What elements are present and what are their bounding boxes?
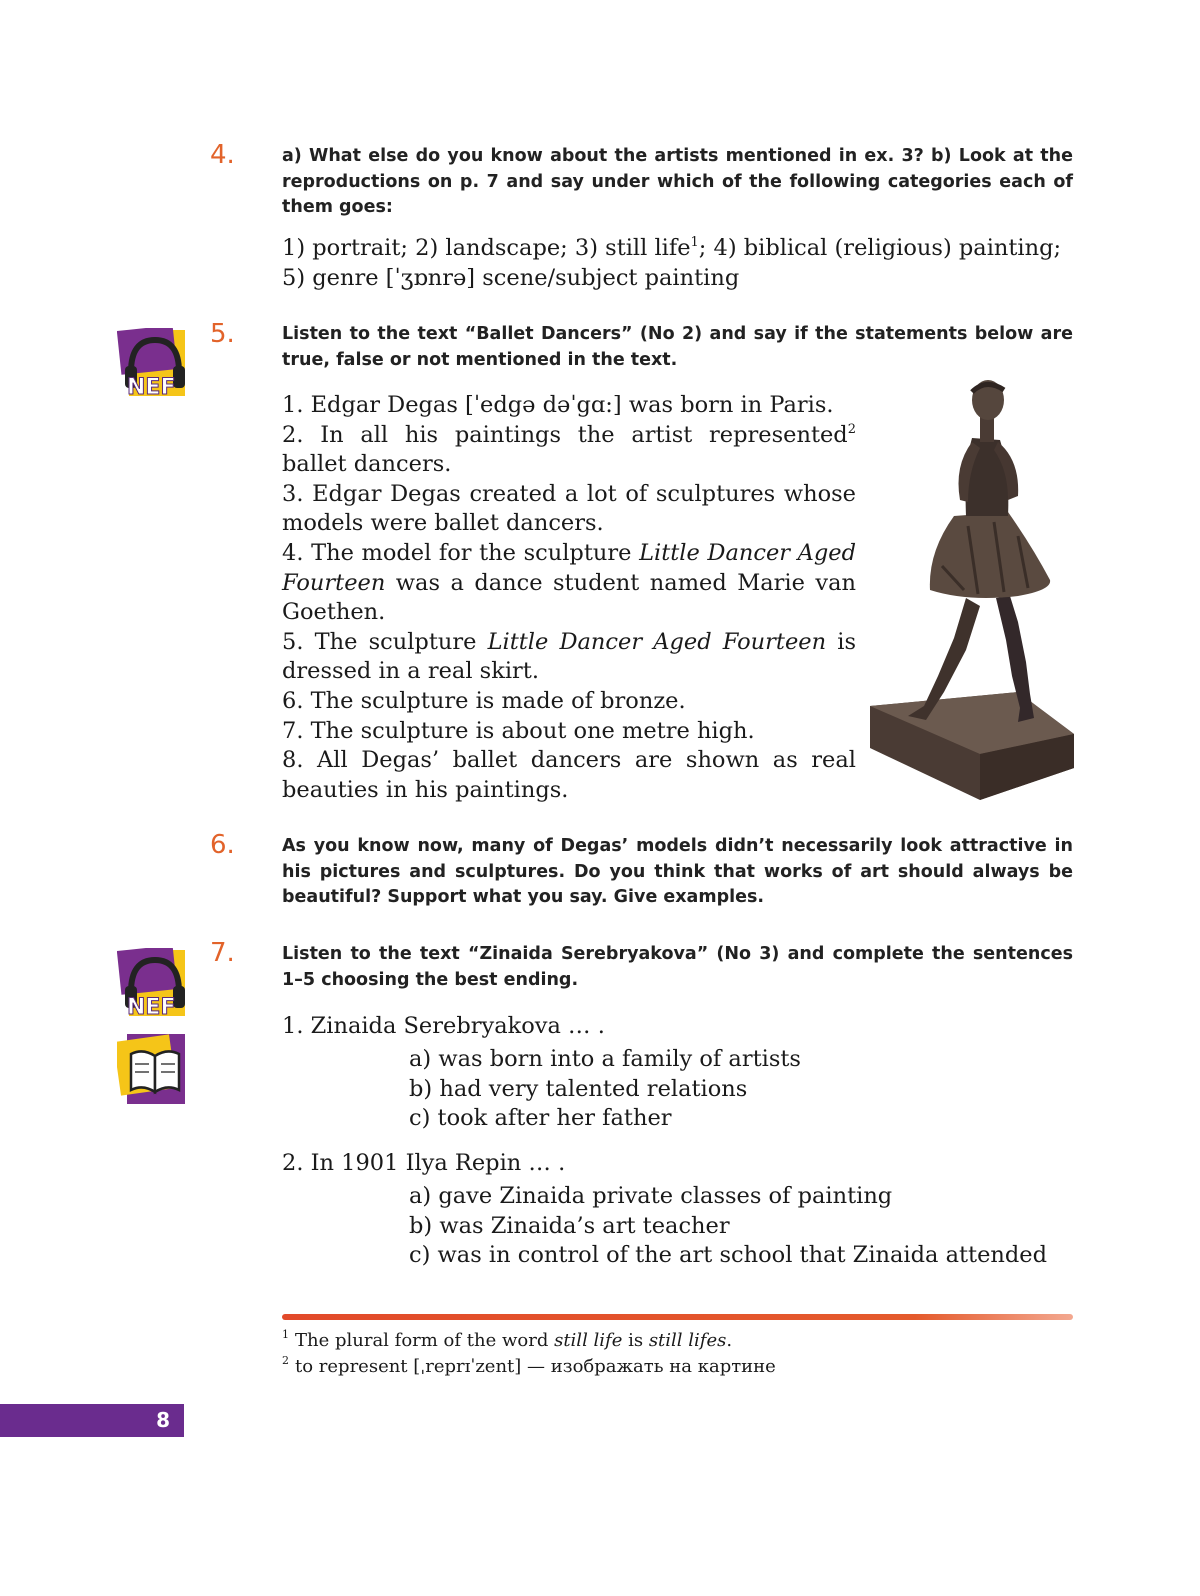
exercise-instruction: As you know now, many of Degas’ models didn’t necessarily look attractive in his pictures and sculptures. Do you think that works of art should always be beautiful? Support what you say. Give examples. — [282, 836, 1073, 907]
exercise-number: 6. — [210, 830, 235, 860]
question: 2. In 1901 Ilya Repin … . — [282, 1150, 566, 1176]
exercise-number: 7. — [210, 938, 235, 968]
option: b) had very talented relations — [409, 1075, 748, 1102]
nef-label: NEF — [127, 375, 176, 400]
statement: 2. In all his paintings the artist represented$^2$ ballet dancers. — [282, 421, 856, 478]
exercise-instruction: a) What else do you know about the artists mentioned in ex. 3? b) Look at the reproductions on p. 7 and say under which of the following categories each of them goes: — [282, 146, 1073, 217]
statement: 3. Edgar Degas created a lot of sculptures whose models were ballet dancers. — [282, 480, 856, 537]
category-text: 5) genre [ˈʒɒnrə] scene/subject painting — [282, 264, 740, 291]
exercise-number: 5. — [210, 319, 235, 349]
option: a) gave Zinaida private classes of painting — [409, 1183, 893, 1209]
open-book-icon — [117, 1034, 187, 1104]
option: a) was born into a family of artists — [409, 1046, 801, 1072]
sculpture-title: Little Dancer Aged Fourteen — [282, 539, 857, 596]
option: c) took after her father — [409, 1105, 672, 1132]
nef-headphones-icon — [117, 328, 187, 400]
statement: 4. The model for the sculpture Little Dancer Aged Fourteen was a dance student named Marie van Goethen. — [282, 539, 857, 626]
footnote-ref: 1 — [690, 235, 699, 250]
exercise-instruction: Listen to the text “Ballet Dancers” (No 2) and say if the statements below are true, false or not mentioned in the text. — [282, 324, 1073, 370]
question: 1. Zinaida Serebryakova … . — [282, 1013, 605, 1039]
dancer-sculpture-image — [868, 376, 1078, 802]
footnote: $^1$ The plural form of the word still life is still lifes. — [282, 1328, 733, 1351]
category-list — [282, 234, 1073, 293]
sculpture-title: Little Dancer Aged Fourteen — [487, 628, 827, 655]
nef-label: NEF — [127, 995, 176, 1020]
category-text: ; 4) biblical (religious) painting; — [698, 235, 1062, 261]
statement-list — [282, 391, 856, 805]
exercise-number: 4. — [210, 140, 235, 170]
statement: 8. All Degas’ ballet dancers are shown as real beauties in his paintings. — [282, 747, 856, 803]
statement: 1. Edgar Degas [ˈedgə dəˈgɑ:] was born in Paris. — [282, 392, 834, 418]
option-list — [409, 1045, 801, 1134]
footnote-ref: 2 — [847, 421, 856, 437]
statement: 5. The sculpture Little Dancer Aged Fourteen is dressed in a real skirt. — [282, 628, 856, 685]
footnote: $^2$ to represent [ˌreprɪˈzent] — изображать на картине — [282, 1354, 776, 1377]
page-number: 8 — [156, 1408, 170, 1432]
exercise-instruction: Listen to the text “Zinaida Serebryakova” (No 3) and complete the sentences 1–5 choosing the best ending. — [282, 944, 1073, 990]
option: b) was Zinaida’s art teacher — [409, 1212, 730, 1239]
statement: 6. The sculpture is made of bronze. — [282, 687, 686, 714]
option: c) was in control of the art school that Zinaida attended — [409, 1242, 1048, 1269]
page-number-bar — [0, 1404, 184, 1437]
statement: 7. The sculpture is about one metre high. — [282, 717, 755, 744]
category-text: 1) portrait; 2) landscape; 3) still life — [282, 235, 691, 261]
footnote-divider — [282, 1314, 1073, 1320]
option-list — [409, 1182, 1047, 1271]
nef-headphones-icon — [117, 948, 187, 1020]
